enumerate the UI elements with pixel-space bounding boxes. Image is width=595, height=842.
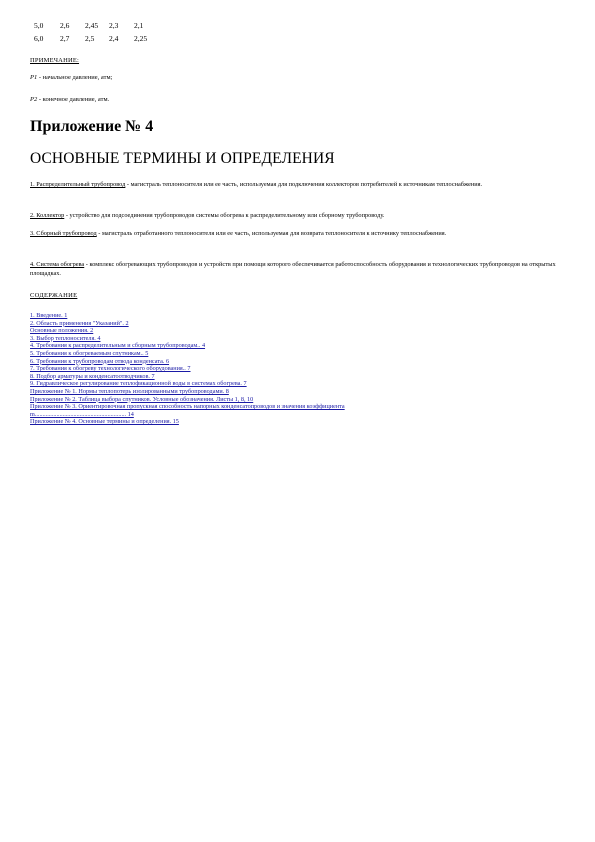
toc-link[interactable]: m........................................................... 14 xyxy=(30,410,134,418)
note-item xyxy=(30,74,112,81)
contents-title: СОДЕРЖАНИЕ xyxy=(30,292,78,299)
definition-text: - устройство для подсоединения трубопроводов системы обогрева к распределительному или сборному трубопроводу. xyxy=(64,212,385,219)
toc-item xyxy=(30,380,565,388)
toc-item xyxy=(30,342,565,350)
table-cell: 2,1 xyxy=(134,21,144,30)
toc-item xyxy=(30,320,565,328)
table-cell: 2,4 xyxy=(109,34,119,43)
toc-item xyxy=(30,388,565,396)
toc-item xyxy=(30,403,565,411)
toc-item xyxy=(30,350,565,358)
table-row xyxy=(34,32,164,45)
table-row xyxy=(34,19,164,32)
table-cell: 2,6 xyxy=(60,21,70,30)
table-cell: 5,0 xyxy=(34,21,44,30)
pressure-table xyxy=(34,19,164,45)
table-of-contents xyxy=(30,312,565,426)
toc-item xyxy=(30,396,565,404)
definition xyxy=(30,180,565,189)
toc-link[interactable]: Основные положения. 2 xyxy=(30,327,94,335)
table-cell: 2,3 xyxy=(109,21,119,30)
note-item xyxy=(30,96,109,103)
definition-term: 2. Коллектор xyxy=(30,212,65,219)
toc-link[interactable]: Приложение № 2. Таблица выбора спутников. Условные обозначения. Листы 1, 8, 10 xyxy=(30,395,254,403)
toc-link[interactable]: 6. Требования к трубопроводам отвода конденсата. 6 xyxy=(30,357,170,365)
toc-link[interactable]: Приложение № 1. Нормы теплопотерь изолированными трубопроводами. 8 xyxy=(30,387,229,395)
toc-item xyxy=(30,358,565,366)
section-title: ОСНОВНЫЕ ТЕРМИНЫ И ОПРЕДЕЛЕНИЯ xyxy=(30,150,335,167)
toc-link[interactable]: Приложение № 3. Ориентировочная пропускная способность напорных конденсатопроводов и значения коэффициента xyxy=(30,403,345,411)
definition xyxy=(30,211,565,220)
note-text: - начальное давление, атм; xyxy=(37,74,113,81)
note-symbol: P1 xyxy=(30,74,38,81)
definition-text: - комплекс обогревающих трубопроводов и устройств при помощи которого обеспечивается работоспособность оборудования и технологических трубопроводов на открытых площадках. xyxy=(30,261,556,278)
toc-item xyxy=(30,327,565,335)
toc-link[interactable]: 8. Подбор арматуры и конденсатоотводчиков. 7 xyxy=(30,372,155,380)
table-cell: 2,7 xyxy=(60,34,70,43)
definition-term: 1. Распределительный трубопровод xyxy=(30,181,126,188)
toc-link[interactable]: 5. Требования к обогреваемым спутникам.. 5 xyxy=(30,349,149,357)
table-cell: 2,45 xyxy=(85,21,99,30)
toc-link[interactable]: 4. Требования к распределительным и сборным трубопроводам.. 4 xyxy=(30,342,206,350)
toc-link[interactable]: Приложение № 4. Основные термины и определения. 15 xyxy=(30,418,179,426)
definition xyxy=(30,229,565,238)
toc-item xyxy=(30,365,565,373)
toc-item xyxy=(30,312,565,320)
toc-link[interactable]: 7. Требования к обогреву технологического оборудования.. 7 xyxy=(30,365,191,373)
definition xyxy=(30,260,565,279)
toc-item xyxy=(30,418,565,426)
note-symbol: P2 xyxy=(30,96,38,103)
toc-link[interactable]: 2. Область применения "Указаний". 2 xyxy=(30,319,129,327)
toc-link[interactable]: 3. Выбор теплоносителя. 4 xyxy=(30,334,101,342)
table-cell: 2,25 xyxy=(134,34,148,43)
table-cell: 6,0 xyxy=(34,34,44,43)
toc-link[interactable]: 1. Введение. 1 xyxy=(30,312,68,319)
toc-item xyxy=(30,411,565,419)
note-text: - конечное давление, атм. xyxy=(37,96,110,103)
toc-item xyxy=(30,373,565,381)
toc-item xyxy=(30,335,565,343)
note-title: ПРИМЕЧАНИЕ: xyxy=(30,57,80,64)
definition-term: 3. Сборный трубопровод xyxy=(30,230,97,237)
table-cell: 2,5 xyxy=(85,34,95,43)
definition-text: - магистраль теплоносителя или ее часть, используемая для подключения коллекторов потребителей к источникам теплоснабжения. xyxy=(125,181,483,188)
toc-link[interactable]: 9. Гидравлическое регулирование теплофикационной воды в системах обогрева. 7 xyxy=(30,380,247,388)
appendix-title: Приложение № 4 xyxy=(30,118,154,135)
definition-text: - магистраль отработанного теплоносителя или ее часть, используемая для возврата теплоносителя к источнику теплоснабжения. xyxy=(96,230,447,237)
definition-term: 4. Система обогрева xyxy=(30,261,85,268)
